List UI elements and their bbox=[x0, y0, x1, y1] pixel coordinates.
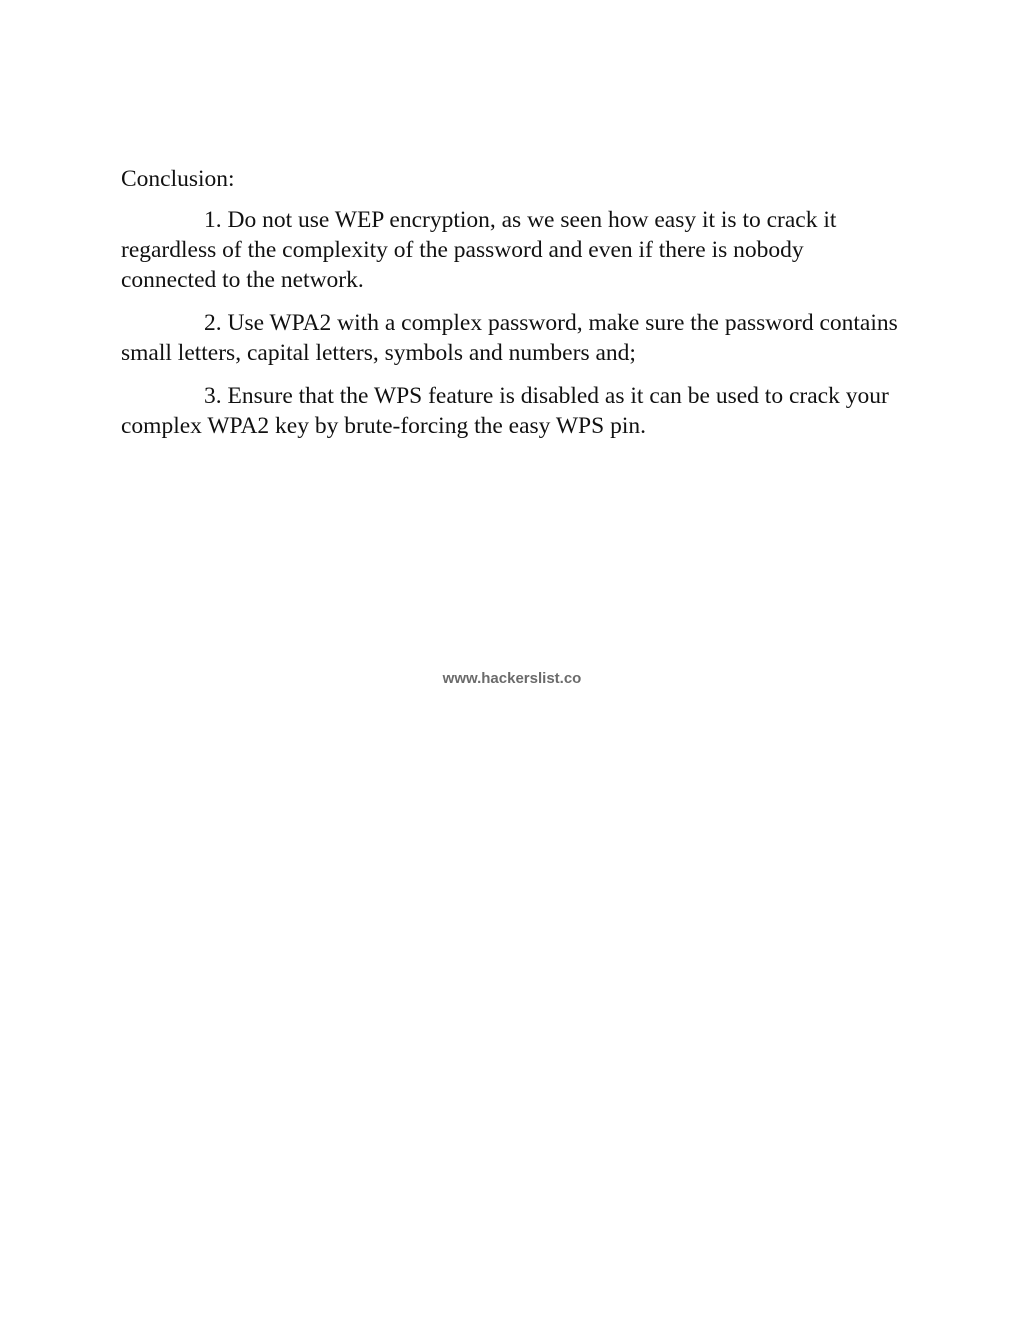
footer-url: www.hackerslist.co bbox=[442, 670, 582, 687]
recommendation-item-2: 2. Use WPA2 with a complex password, make sure the password contains small letters, capital letters, symbols and numbers and; bbox=[121, 310, 898, 366]
recommendation-item-1: 1. Do not use WEP encryption, as we seen how easy it is to crack it regardless of the complexity of the password and even if there is nobody connected to the network. bbox=[121, 207, 837, 293]
conclusion-section bbox=[121, 164, 901, 454]
section-heading: Conclusion: bbox=[121, 166, 235, 192]
recommendation-item-3: 3. Ensure that the WPS feature is disabled as it can be used to crack your complex WPA2 key by brute-forcing the easy WPS pin. bbox=[121, 383, 889, 439]
